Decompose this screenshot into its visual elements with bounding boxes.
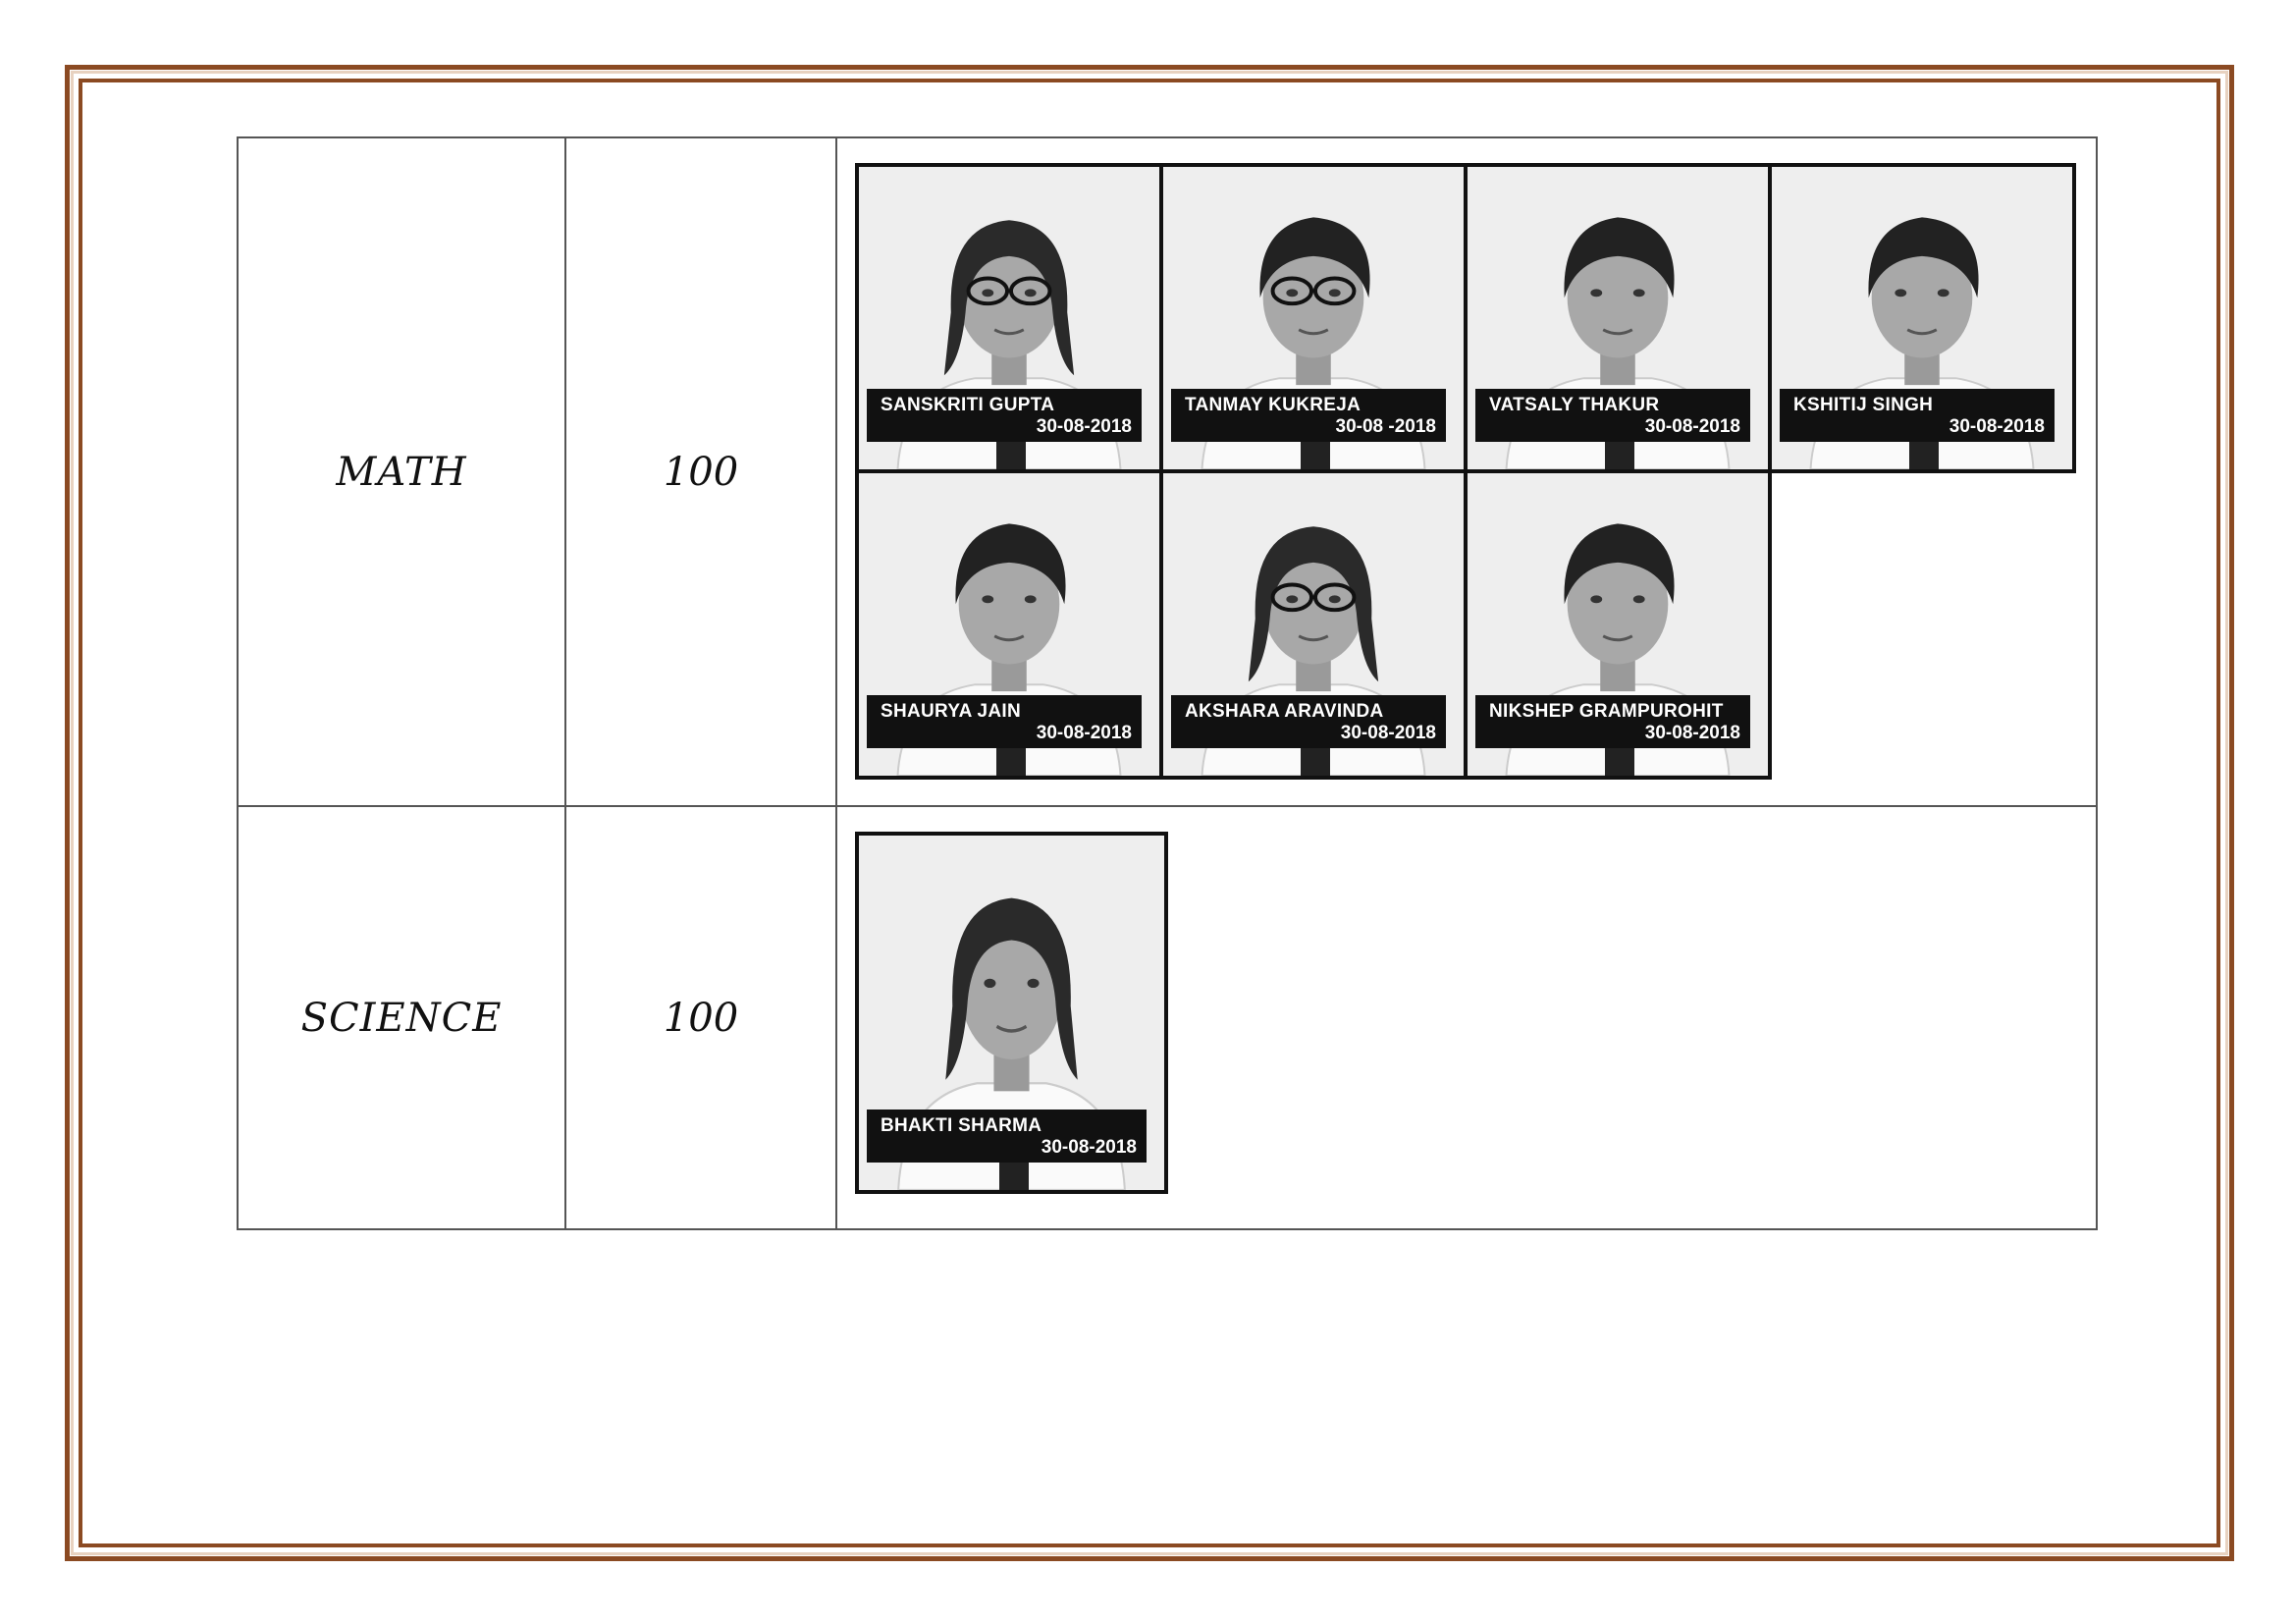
student-name: NIKSHEP GRAMPUROHIT (1489, 701, 1724, 722)
tie-graphic (1605, 442, 1634, 469)
photo-date: 30-08-2018 (1644, 723, 1740, 743)
name-plate (1780, 389, 2055, 442)
student-name: VATSALY THAKUR (1489, 395, 1660, 415)
photo-cell (836, 137, 2097, 806)
student-name: SHAURYA JAIN (881, 701, 1021, 722)
name-plate (1475, 389, 1750, 442)
student-photo (1768, 163, 2076, 473)
subject-label: MATH (336, 449, 467, 495)
photo-date: 30-08-2018 (1949, 416, 2045, 437)
tie-graphic (1909, 442, 1939, 469)
tie-graphic (1301, 748, 1330, 776)
name-plate (867, 389, 1142, 442)
table-row (238, 806, 2097, 1229)
name-plate (867, 1110, 1147, 1163)
marks-value: 100 (663, 995, 739, 1041)
photo-date: 30-08 -2018 (1335, 416, 1436, 437)
subject-cell (238, 137, 565, 806)
student-name: SANSKRITI GUPTA (881, 395, 1055, 415)
student-name: KSHITIJ SINGH (1793, 395, 1934, 415)
student-name: AKSHARA ARAVINDA (1185, 701, 1384, 722)
student-name: BHAKTI SHARMA (881, 1115, 1042, 1136)
student-photo (1464, 163, 1772, 473)
student-photo (1159, 163, 1468, 473)
photo-date: 30-08-2018 (1036, 416, 1132, 437)
name-plate (1171, 695, 1446, 748)
marks-cell (565, 137, 836, 806)
student-photo (855, 832, 1168, 1194)
marks-cell (565, 806, 836, 1229)
tie-graphic (996, 748, 1026, 776)
photo-cell (836, 806, 2097, 1229)
student-photo (1464, 469, 1772, 780)
name-plate (1171, 389, 1446, 442)
name-plate (1475, 695, 1750, 748)
student-photo (855, 469, 1163, 780)
marks-value: 100 (663, 449, 739, 495)
tie-graphic (996, 442, 1026, 469)
student-photo (1159, 469, 1468, 780)
student-name: TANMAY KUKREJA (1185, 395, 1362, 415)
photo-date: 30-08-2018 (1340, 723, 1436, 743)
photo-date: 30-08-2018 (1036, 723, 1132, 743)
tie-graphic (1301, 442, 1330, 469)
photo-date: 30-08-2018 (1041, 1137, 1137, 1158)
tie-graphic (1605, 748, 1634, 776)
subject-label: SCIENCE (300, 995, 503, 1041)
table-row (238, 137, 2097, 806)
tie-graphic (999, 1163, 1029, 1190)
name-plate (867, 695, 1142, 748)
photo-date: 30-08-2018 (1644, 416, 1740, 437)
subject-cell (238, 806, 565, 1229)
student-photo (855, 163, 1163, 473)
results-table (237, 136, 2098, 1230)
